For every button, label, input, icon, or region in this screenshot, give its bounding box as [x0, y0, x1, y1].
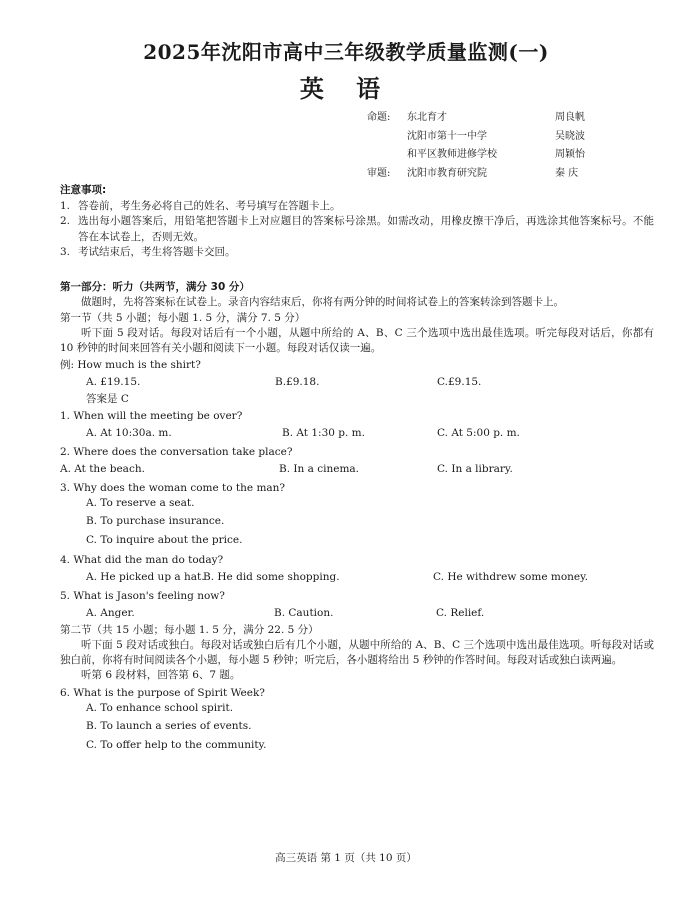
question-5: 5. What is Jason's feeling now? — [60, 590, 225, 602]
exam-body — [60, 183, 654, 756]
notice-item-text: 选出每小题答案后，用铅笔把答题卡上对应题目的答案标号涂黑。如需改动，用橡皮擦干净后，再选涂其他答案标号。不能答在本试卷上，否则无效。 — [78, 215, 654, 243]
option-a: A. He picked up a hat. — [86, 571, 205, 584]
example-question: 例: How much is the shirt? — [60, 359, 201, 372]
credit-unit: 东北育才 — [407, 112, 447, 123]
option-row — [60, 604, 654, 623]
option-a: A. £19.15. — [86, 376, 141, 389]
option-c: C. To offer help to the community. — [86, 738, 267, 751]
option-c: C. To inquire about the price. — [86, 533, 243, 546]
credit-role: 审题: — [367, 167, 391, 179]
option-b: B.£9.18. — [275, 376, 320, 389]
option-row — [60, 373, 654, 392]
part-intro: 做题时，先将答案标在试卷上。录音内容结束后，你将有两分钟的时间将试卷上的答案转涂到答题卡上。 — [81, 296, 564, 309]
notice-item — [60, 214, 654, 244]
question-6: 6. What is the purpose of Spirit Week? — [60, 686, 265, 699]
notice-item — [60, 245, 654, 260]
notice-item — [60, 199, 654, 214]
notice-heading: 注意事项: — [60, 184, 107, 196]
option-b: B. To launch a series of events. — [86, 720, 252, 733]
option-a: A. At 10:30a. m. — [86, 426, 172, 439]
credit-role: 命题: — [367, 112, 391, 123]
material-note: 听第 6 段材料，回答第 6、7 题。 — [81, 669, 241, 682]
section-heading: 第二节（共 15 小题；每小题 1. 5 分，满分 22. 5 分） — [60, 623, 319, 636]
credit-person: 周颖怡 — [555, 149, 585, 160]
option-b: B. He did some shopping. — [203, 571, 340, 584]
question-3: 3. Why does the woman come to the man? — [60, 481, 286, 494]
question-4: 4. What did the man do today? — [60, 554, 224, 567]
option-b: B. In a cinema. — [279, 462, 360, 475]
notice-item-number: 1. — [60, 200, 71, 213]
option-row — [60, 569, 654, 588]
option-b: B. To purchase insurance. — [86, 515, 225, 528]
credit-unit: 和平区教师进修学校 — [407, 149, 497, 160]
page-footer: 高三英语 第 1 页（共 10 页） — [275, 852, 417, 864]
notice-item-number: 3. — [60, 245, 71, 258]
exam-title: 2025年沈阳市高中三年级教学质量监测(一) — [143, 40, 549, 64]
option-a: A. Anger. — [86, 606, 135, 619]
question-2: 2. Where does the conversation take place? — [60, 445, 293, 458]
question-1: 1. When will the meeting be over? — [60, 410, 243, 423]
option-list — [60, 701, 654, 757]
option-c: C.£9.15. — [437, 376, 482, 389]
example-answer: 答案是 C — [86, 392, 129, 405]
credit-person: 吴晓波 — [555, 130, 585, 142]
notice-item-number: 2. — [60, 215, 71, 228]
subject-title: 英 语 — [299, 74, 393, 103]
section-instructions: 听下面 5 段对话。每段对话后有一个小题，从题中所给的 A、B、C 三个选项中选出最佳选项。听完每段对话后，你都有 10 秒钟的时间来回答有关小题和阅读下一小题。每段对话仅读一遍。 — [60, 326, 654, 354]
option-b: B. At 1:30 p. m. — [282, 426, 365, 439]
option-c: C. He withdrew some money. — [433, 571, 588, 584]
notice-item-text: 答卷前，考生务必将自己的姓名、考号填写在答题卡上。 — [78, 200, 341, 213]
option-list — [60, 496, 654, 552]
credit-unit: 沈阳市教育研究院 — [407, 167, 487, 179]
option-a: A. To reserve a seat. — [86, 496, 195, 509]
notice-item-text: 考试结束后，考生将答题卡交回。 — [78, 245, 236, 258]
credit-person: 秦 庆 — [555, 167, 579, 179]
section-heading: 第一节（共 5 小题；每小题 1. 5 分，满分 7. 5 分） — [60, 311, 306, 324]
section-instructions: 听下面 5 段对话或独白。每段对话或独白后有几个小题，从题中所给的 A、B、C 三个选项中选出最佳选项。听每段对话或独白前，你将有时间阅读各个小题，每小题 5 秒钟；听完后，各小题将给出 5 秒钟的作答时间。每段对话或独白读两遍。 — [60, 638, 654, 667]
option-row — [60, 460, 654, 479]
credit-unit: 沈阳市第十一中学 — [407, 130, 487, 142]
option-c: C. Relief. — [436, 606, 485, 619]
option-c: C. In a library. — [437, 462, 513, 475]
option-a: A. At the beach. — [60, 462, 145, 475]
part-heading: 第一部分：听力（共两节，满分 30 分） — [60, 281, 250, 294]
option-a: A. To enhance school spirit. — [86, 701, 234, 714]
option-row — [60, 424, 654, 443]
credit-person: 周良帆 — [555, 112, 585, 123]
option-b: B. Caution. — [274, 606, 334, 619]
option-c: C. At 5:00 p. m. — [437, 426, 520, 439]
